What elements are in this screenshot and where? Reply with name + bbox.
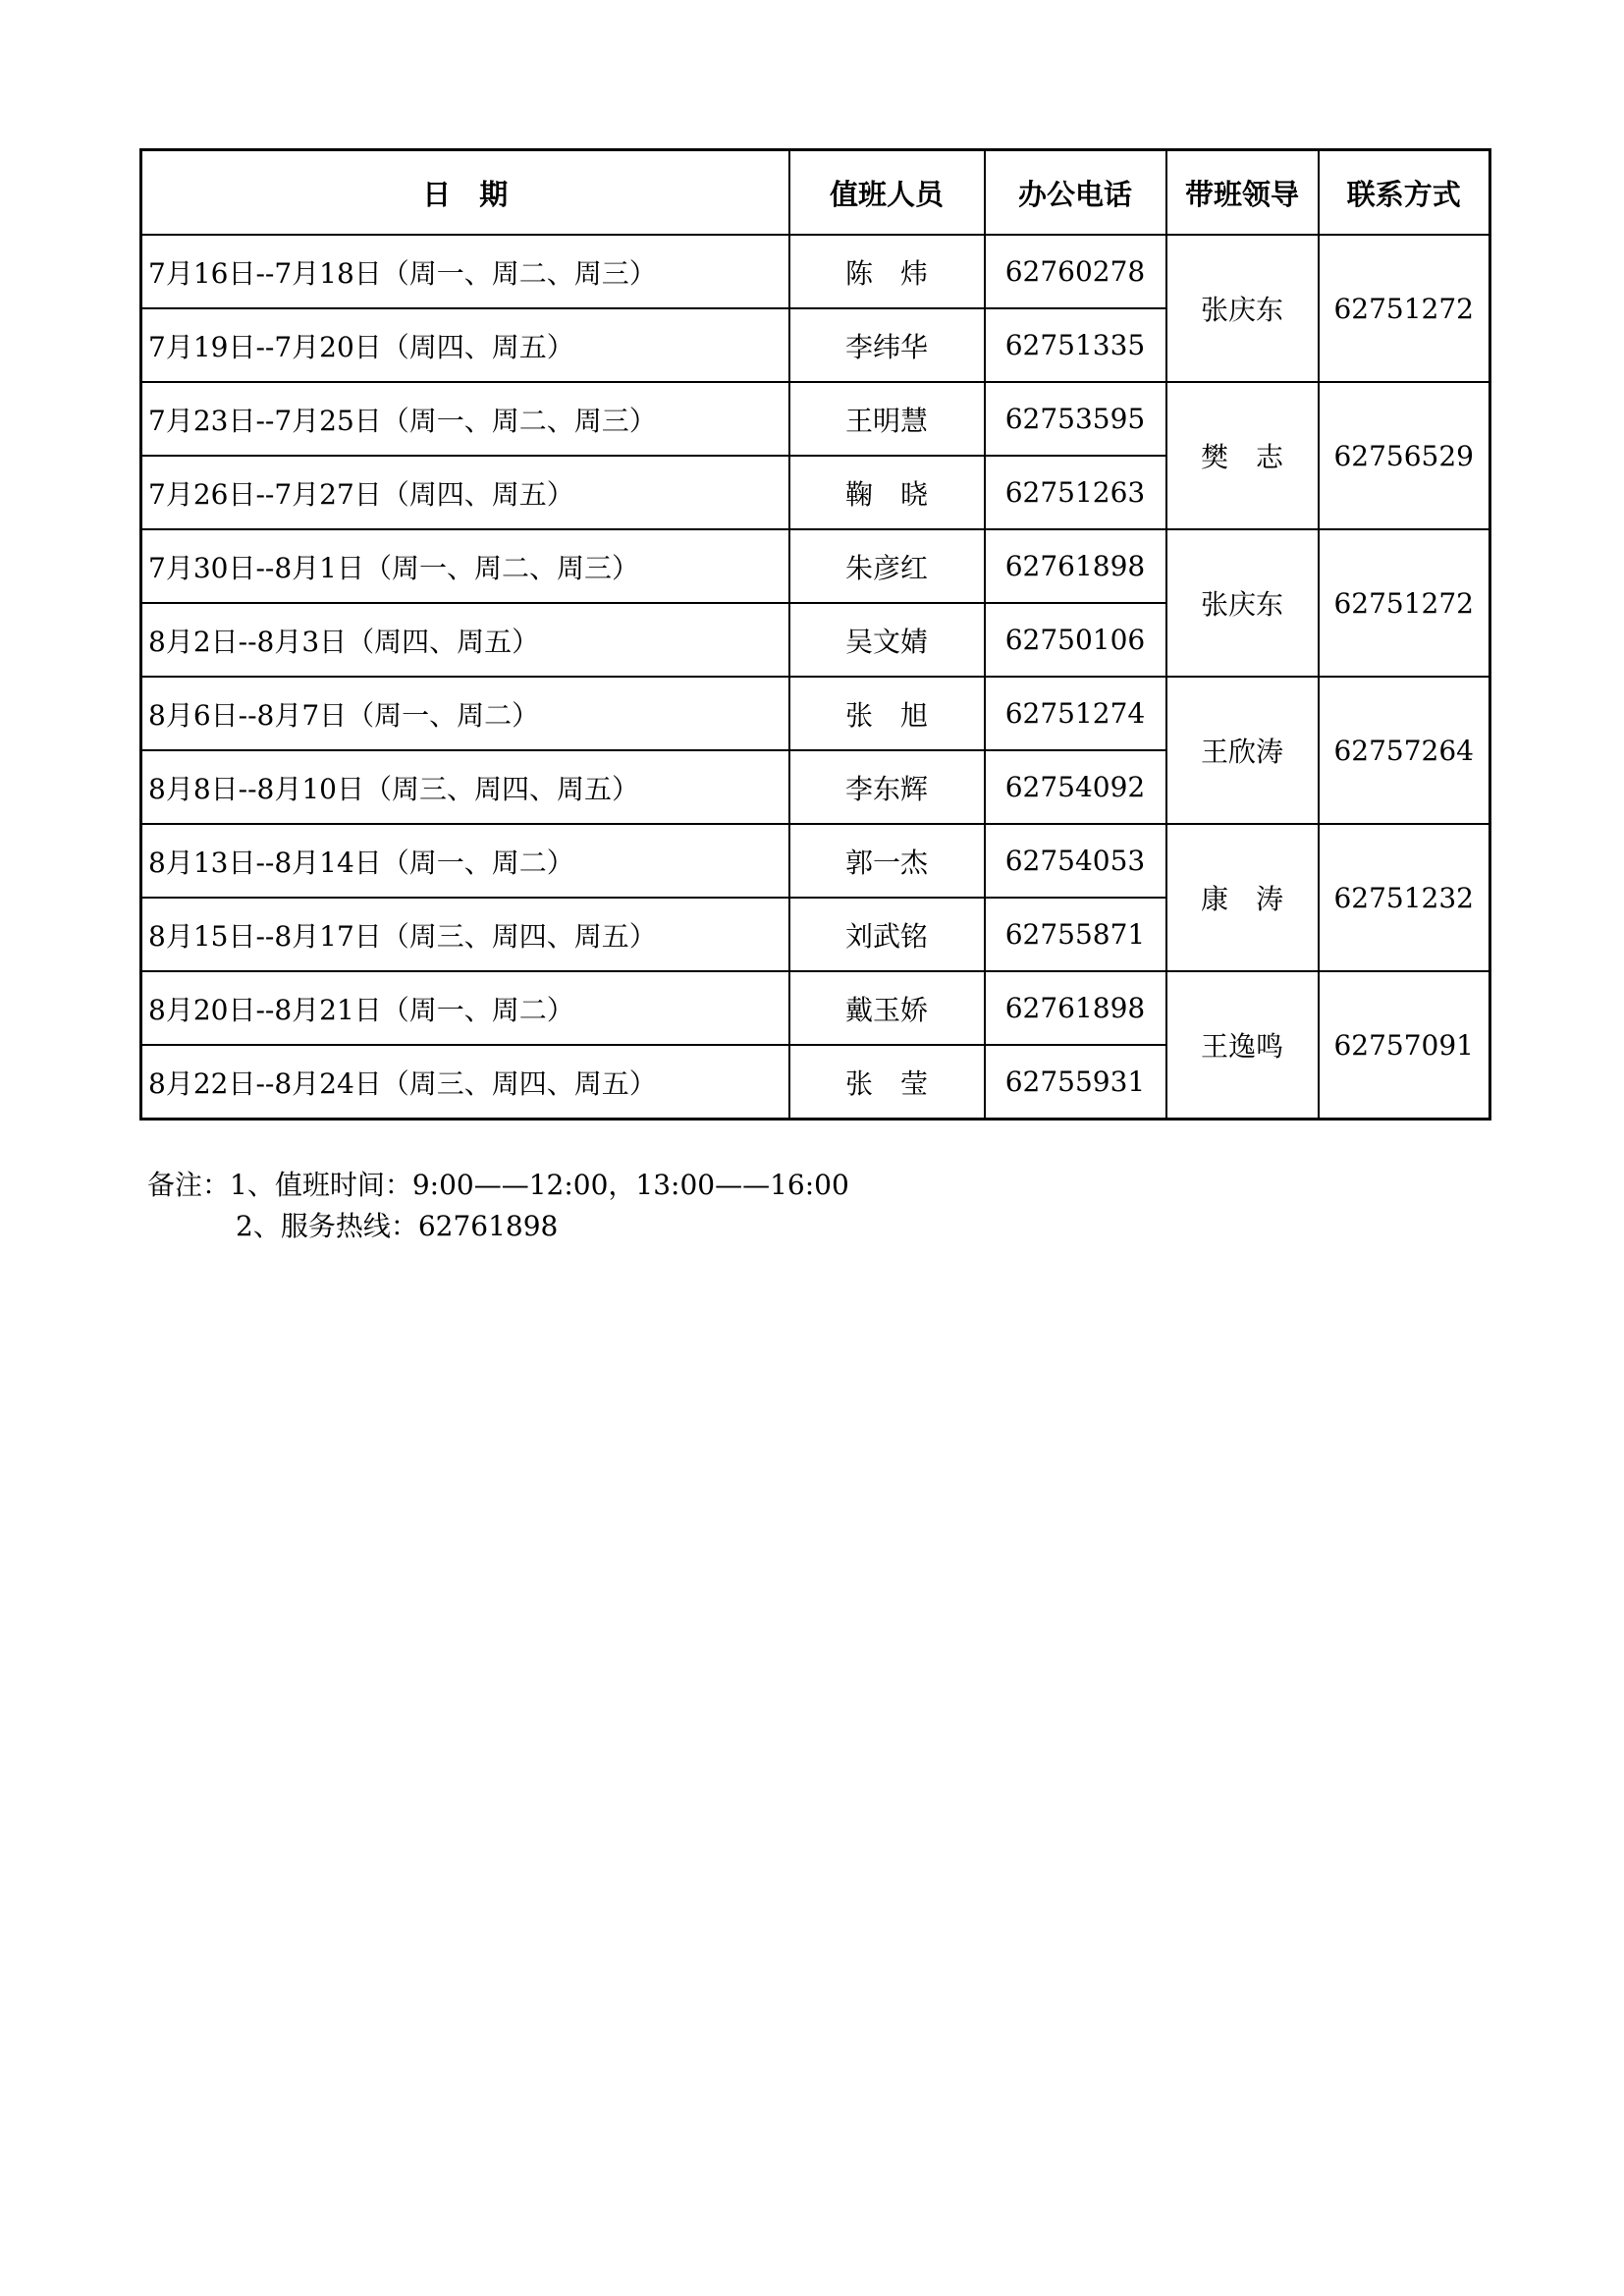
phone-cell: 62750106 [985, 603, 1166, 677]
phone-cell: 62751335 [985, 308, 1166, 382]
leader-cell: 王欣涛 [1166, 677, 1319, 824]
person-cell: 吴文婧 [789, 603, 985, 677]
leader-cell: 张庆东 [1166, 235, 1319, 382]
leader-cell: 张庆东 [1166, 529, 1319, 677]
header-office-phone: 办公电话 [985, 150, 1166, 236]
date-cell: 8月22日--8月24日（周三、周四、周五） [141, 1045, 789, 1120]
contact-cell: 62751272 [1319, 235, 1490, 382]
date-cell: 8月15日--8月17日（周三、周四、周五） [141, 898, 789, 971]
person-cell: 李东辉 [789, 750, 985, 824]
date-cell: 8月13日--8月14日（周一、周二） [141, 824, 789, 898]
phone-cell: 62753595 [985, 382, 1166, 456]
person-cell: 张 旭 [789, 677, 985, 750]
header-date: 日 期 [141, 150, 789, 236]
phone-cell: 62754053 [985, 824, 1166, 898]
contact-cell: 62756529 [1319, 382, 1490, 529]
person-cell: 李纬华 [789, 308, 985, 382]
person-cell: 朱彦红 [789, 529, 985, 603]
date-cell: 7月26日--7月27日（周四、周五） [141, 456, 789, 529]
contact-cell: 62757091 [1319, 971, 1490, 1120]
table-row [141, 824, 1490, 898]
table-row [141, 529, 1490, 603]
header-contact: 联系方式 [1319, 150, 1490, 236]
contact-cell: 62751232 [1319, 824, 1490, 971]
date-cell: 7月30日--8月1日（周一、周二、周三） [141, 529, 789, 603]
contact-cell: 62757264 [1319, 677, 1490, 824]
phone-cell: 62761898 [985, 971, 1166, 1045]
person-cell: 郭一杰 [789, 824, 985, 898]
date-cell: 8月2日--8月3日（周四、周五） [141, 603, 789, 677]
phone-cell: 62761898 [985, 529, 1166, 603]
notes [147, 1165, 849, 1247]
date-cell: 8月20日--8月21日（周一、周二） [141, 971, 789, 1045]
note-line-schedule: 备注：1、值班时间：9:00——12:00，13:00——16:00 [147, 1169, 849, 1201]
header-leader: 带班领导 [1166, 150, 1319, 236]
phone-cell: 62760278 [985, 235, 1166, 308]
date-cell: 7月23日--7月25日（周一、周二、周三） [141, 382, 789, 456]
person-cell: 张 莹 [789, 1045, 985, 1120]
table-row [141, 382, 1490, 456]
phone-cell: 62755871 [985, 898, 1166, 971]
leader-cell: 王逸鸣 [1166, 971, 1319, 1120]
person-cell: 陈 炜 [789, 235, 985, 308]
leader-cell: 康 涛 [1166, 824, 1319, 971]
leader-cell: 樊 志 [1166, 382, 1319, 529]
phone-cell: 62751263 [985, 456, 1166, 529]
date-cell: 7月19日--7月20日（周四、周五） [141, 308, 789, 382]
header-person: 值班人员 [789, 150, 985, 236]
phone-cell: 62751274 [985, 677, 1166, 750]
phone-cell: 62755931 [985, 1045, 1166, 1120]
person-cell: 戴玉娇 [789, 971, 985, 1045]
person-cell: 鞠 晓 [789, 456, 985, 529]
date-cell: 7月16日--7月18日（周一、周二、周三） [141, 235, 789, 308]
duty-schedule-table [139, 148, 1491, 1121]
header-row [141, 150, 1490, 236]
table-row [141, 971, 1490, 1045]
date-cell: 8月6日--8月7日（周一、周二） [141, 677, 789, 750]
note-line-hotline: 2、服务热线：62761898 [236, 1210, 559, 1242]
date-cell: 8月8日--8月10日（周三、周四、周五） [141, 750, 789, 824]
table-row [141, 677, 1490, 750]
person-cell: 王明慧 [789, 382, 985, 456]
phone-cell: 62754092 [985, 750, 1166, 824]
table-row [141, 235, 1490, 308]
person-cell: 刘武铭 [789, 898, 985, 971]
contact-cell: 62751272 [1319, 529, 1490, 677]
